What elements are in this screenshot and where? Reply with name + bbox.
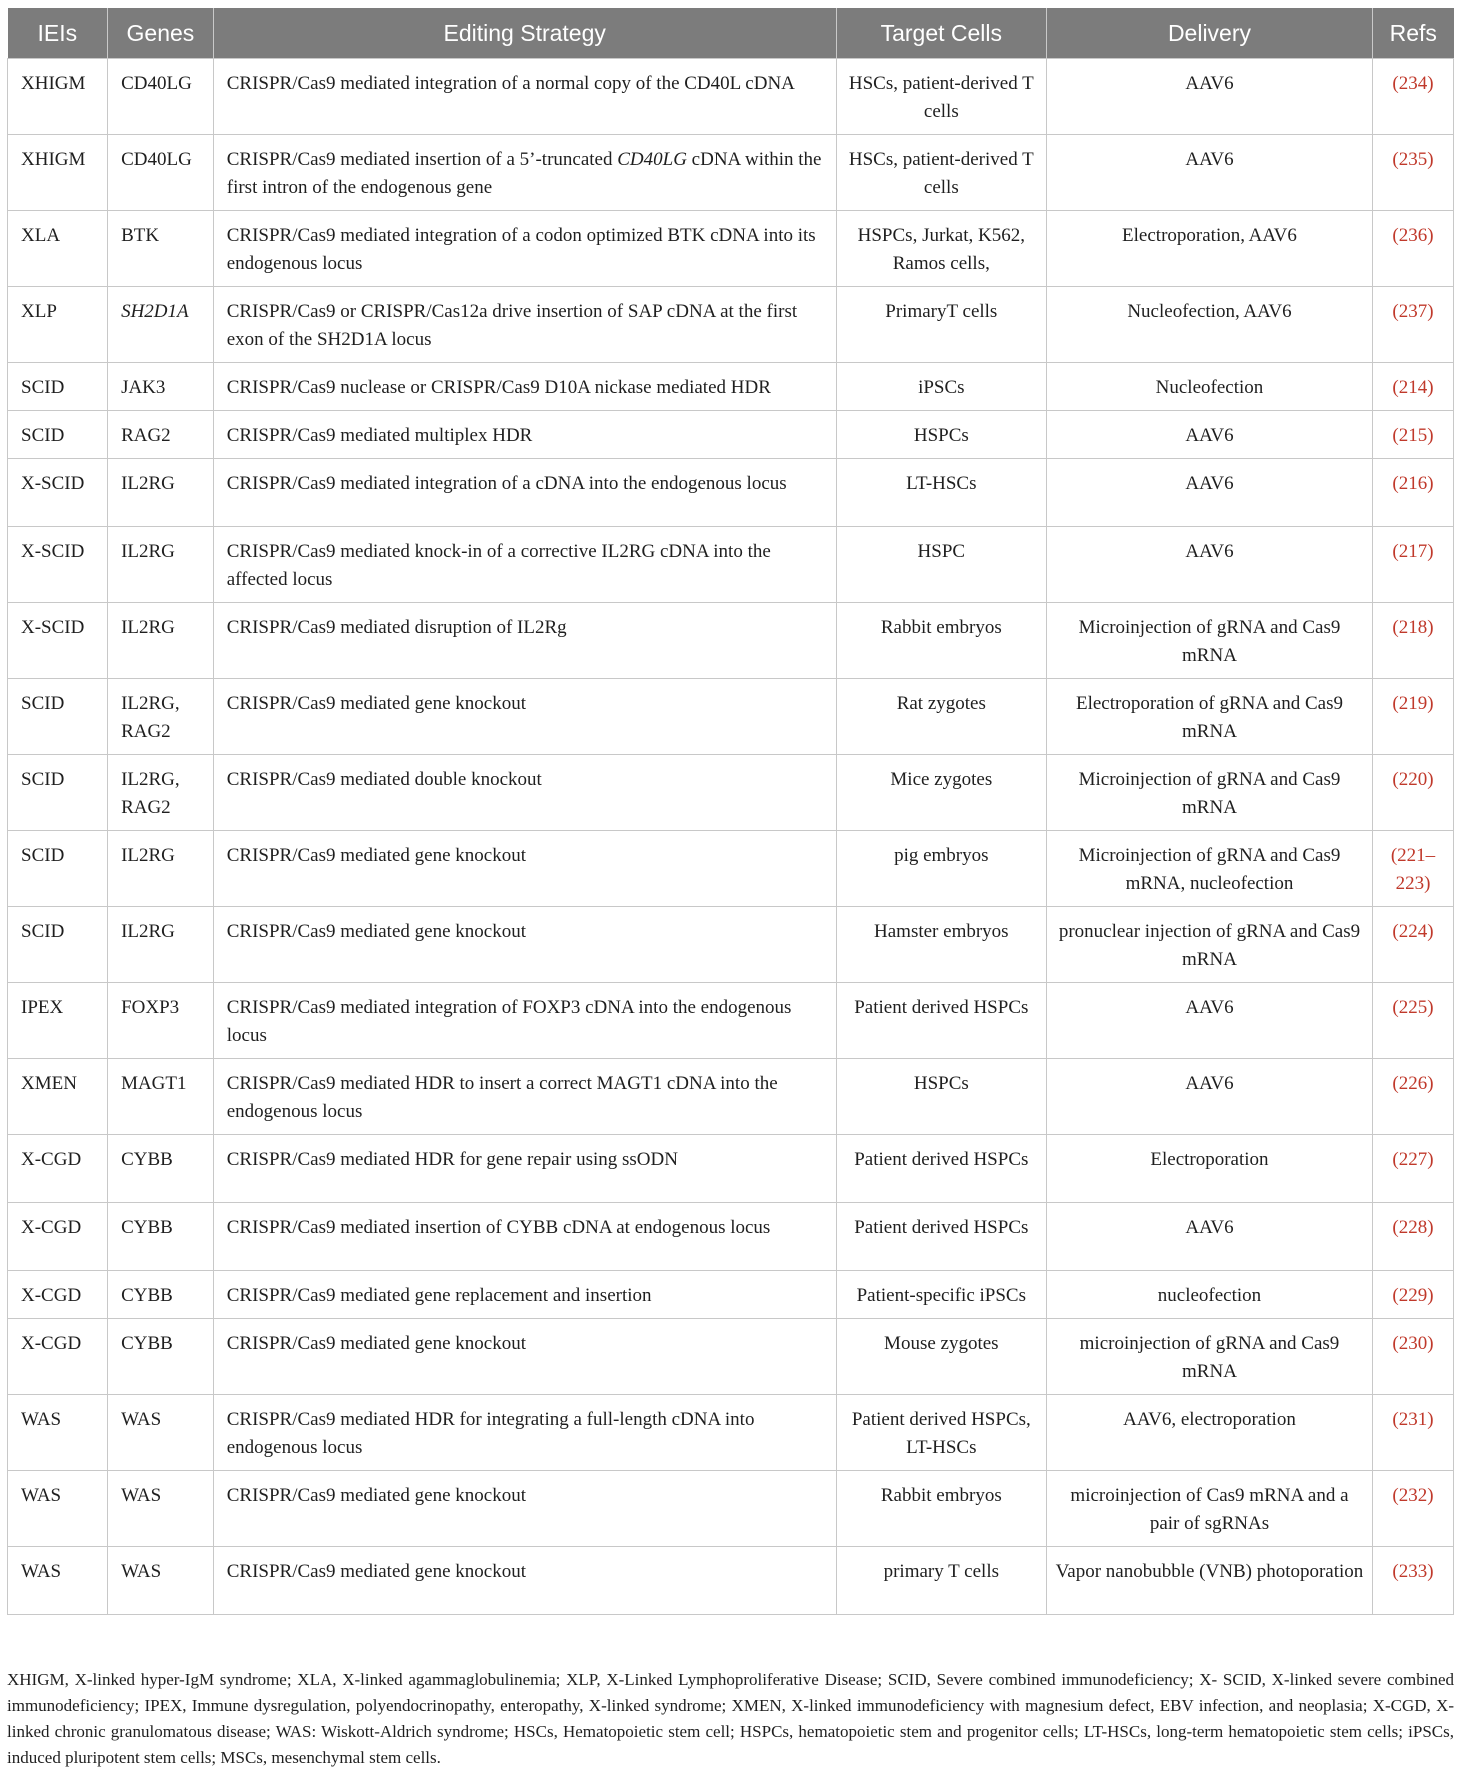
cell-editing-strategy: CRISPR/Cas9 mediated gene replacement and insertion [213,1271,836,1319]
cell-delivery: Microinjection of gRNA and Cas9 mRNA [1046,755,1372,831]
cell-delivery: AAV6 [1046,459,1372,527]
cell-delivery: AAV6 [1046,1059,1372,1135]
cell-delivery: AAV6 [1046,983,1372,1059]
cell-target-cells: Patient derived HSPCs [836,1203,1046,1271]
cell-ieis: X-SCID [8,603,108,679]
cell-genes: IL2RG [108,907,214,983]
cell-genes: WAS [108,1395,214,1471]
cell-ieis: X-SCID [8,527,108,603]
reference-link[interactable]: (216) [1373,459,1454,527]
table-row [8,1203,1454,1271]
cell-genes: WAS [108,1471,214,1547]
cell-delivery: AAV6, electroporation [1046,1395,1372,1471]
cell-ieis: XMEN [8,1059,108,1135]
cell-genes: IL2RG [108,527,214,603]
cell-editing-strategy: CRISPR/Cas9 mediated integration of a cDNA into the endogenous locus [213,459,836,527]
table-row [8,59,1454,135]
reference-link[interactable]: (234) [1373,59,1454,135]
cell-delivery: Nucleofection, AAV6 [1046,287,1372,363]
reference-link[interactable]: (228) [1373,1203,1454,1271]
cell-target-cells: Rabbit embryos [836,1471,1046,1547]
cell-editing-strategy: CRISPR/Cas9 nuclease or CRISPR/Cas9 D10A nickase mediated HDR [213,363,836,411]
cell-target-cells: iPSCs [836,363,1046,411]
reference-link[interactable]: (237) [1373,287,1454,363]
cell-delivery: AAV6 [1046,59,1372,135]
cell-target-cells: HSCs, patient-derived T cells [836,59,1046,135]
cell-delivery: AAV6 [1046,1203,1372,1271]
cell-editing-strategy: CRISPR/Cas9 mediated gene knockout [213,1471,836,1547]
cell-genes: CYBB [108,1135,214,1203]
cell-genes: SH2D1A [108,287,214,363]
cell-target-cells: HSPCs, Jurkat, K562, Ramos cells, [836,211,1046,287]
cell-editing-strategy: CRISPR/Cas9 or CRISPR/Cas12a drive insertion of SAP cDNA at the first exon of the SH2D1A locus [213,287,836,363]
cell-ieis: XLP [8,287,108,363]
reference-link[interactable]: (217) [1373,527,1454,603]
cell-editing-strategy: CRISPR/Cas9 mediated HDR for gene repair using ssODN [213,1135,836,1203]
cell-delivery: AAV6 [1046,411,1372,459]
cell-editing-strategy: CRISPR/Cas9 mediated integration of a codon optimized BTK cDNA into its endogenous locus [213,211,836,287]
table-row [8,527,1454,603]
reference-link[interactable]: (232) [1373,1471,1454,1547]
reference-link[interactable]: (220) [1373,755,1454,831]
cell-target-cells: Rabbit embryos [836,603,1046,679]
cell-editing-strategy: CRISPR/Cas9 mediated integration of FOXP3 cDNA into the endogenous locus [213,983,836,1059]
table-row [8,755,1454,831]
cell-delivery: Nucleofection [1046,363,1372,411]
cell-target-cells: HSPCs [836,1059,1046,1135]
cell-ieis: SCID [8,755,108,831]
cell-target-cells: PrimaryT cells [836,287,1046,363]
cell-ieis: WAS [8,1547,108,1615]
table-footnote: XHIGM, X-linked hyper-IgM syndrome; XLA, X-linked agammaglobulinemia; XLP, X-Linked Lymphoproliferative Disease; SCID, Severe combined immunodeficiency; X- SCID, X-linked severe combined immunodeficiency; IPEX, Immune dysregulation, polyendocrinopathy, enteropathy, X-linked syndrome; XMEN, X-linked immunodeficiency with magnesium defect, EBV infection, and neoplasia; X-CGD, X-linked chronic granulomatous disease; WAS: Wiskott-Aldrich syndrome; HSCs, Hematopoietic stem cell; HSPCs, hematopoietic stem and progenitor cells; LT-HSCs, long-term hematopoietic stem cells; iPSCs, induced pluripotent stem cells; MSCs, mesenchymal stem cells. [7,1670,1454,1767]
cell-delivery: nucleofection [1046,1271,1372,1319]
cell-editing-strategy: CRISPR/Cas9 mediated disruption of IL2Rg [213,603,836,679]
cell-ieis: XHIGM [8,59,108,135]
strategy-text: cDNA within the first intron of the endogenous gene [226,149,822,198]
strategy-text: CRISPR/Cas9 mediated insertion of a 5’-truncated [226,149,618,170]
table-row [8,287,1454,363]
table-header-row [8,8,1454,59]
table-row [8,411,1454,459]
table-row [8,1059,1454,1135]
cell-ieis: WAS [8,1395,108,1471]
reference-link[interactable]: (218) [1373,603,1454,679]
gene-name-italic: CD40LG [617,149,687,170]
cell-ieis: SCID [8,679,108,755]
reference-link[interactable]: (219) [1373,679,1454,755]
cell-target-cells: Patient-specific iPSCs [836,1271,1046,1319]
cell-editing-strategy: CRISPR/Cas9 mediated gene knockout [213,1547,836,1615]
cell-ieis: XLA [8,211,108,287]
reference-link[interactable]: (235) [1373,135,1454,211]
cell-editing-strategy: CRISPR/Cas9 mediated gene knockout [213,679,836,755]
header-delivery: Delivery [1046,8,1372,59]
cell-delivery: Microinjection of gRNA and Cas9 mRNA, nucleofection [1046,831,1372,907]
cell-genes: CYBB [108,1319,214,1395]
reference-link[interactable]: (231) [1373,1395,1454,1471]
table-row [8,211,1454,287]
reference-link[interactable]: (233) [1373,1547,1454,1615]
cell-ieis: WAS [8,1471,108,1547]
cell-genes: IL2RG [108,831,214,907]
table-row [8,679,1454,755]
cell-target-cells: Mouse zygotes [836,1319,1046,1395]
cell-delivery: pronuclear injection of gRNA and Cas9 mRNA [1046,907,1372,983]
cell-ieis: X-CGD [8,1203,108,1271]
editing-strategies-table [7,8,1454,1615]
reference-link[interactable]: (229) [1373,1271,1454,1319]
cell-ieis: IPEX [8,983,108,1059]
cell-editing-strategy: CRISPR/Cas9 mediated gene knockout [213,907,836,983]
reference-link[interactable]: (224) [1373,907,1454,983]
cell-delivery: Microinjection of gRNA and Cas9 mRNA [1046,603,1372,679]
table-row [8,983,1454,1059]
table-row [8,1547,1454,1615]
reference-link[interactable]: (221–223) [1373,831,1454,907]
table-body [8,59,1454,1615]
cell-editing-strategy [213,135,836,211]
table-row [8,1271,1454,1319]
cell-target-cells: Patient derived HSPCs, LT-HSCs [836,1395,1046,1471]
cell-ieis: SCID [8,831,108,907]
cell-genes: CYBB [108,1203,214,1271]
cell-delivery: Electroporation, AAV6 [1046,211,1372,287]
cell-genes: IL2RG [108,603,214,679]
cell-target-cells: LT-HSCs [836,459,1046,527]
table-row [8,363,1454,411]
cell-target-cells: Hamster embryos [836,907,1046,983]
cell-delivery: microinjection of gRNA and Cas9 mRNA [1046,1319,1372,1395]
table-row [8,603,1454,679]
cell-ieis: SCID [8,363,108,411]
cell-ieis: X-CGD [8,1319,108,1395]
cell-ieis: X-SCID [8,459,108,527]
table-row [8,831,1454,907]
cell-genes: MAGT1 [108,1059,214,1135]
cell-delivery: Electroporation of gRNA and Cas9 mRNA [1046,679,1372,755]
reference-link[interactable]: (227) [1373,1135,1454,1203]
cell-ieis: SCID [8,411,108,459]
cell-target-cells: primary T cells [836,1547,1046,1615]
cell-ieis: SCID [8,907,108,983]
cell-genes: CD40LG [108,59,214,135]
header-genes: Genes [108,8,214,59]
table-row [8,907,1454,983]
cell-genes: FOXP3 [108,983,214,1059]
cell-editing-strategy: CRISPR/Cas9 mediated gene knockout [213,1319,836,1395]
cell-ieis: XHIGM [8,135,108,211]
reference-link[interactable]: (236) [1373,211,1454,287]
cell-delivery: microinjection of Cas9 mRNA and a pair of sgRNAs [1046,1471,1372,1547]
cell-ieis: X-CGD [8,1271,108,1319]
reference-link[interactable]: (226) [1373,1059,1454,1135]
cell-delivery: Electroporation [1046,1135,1372,1203]
cell-target-cells: pig embryos [836,831,1046,907]
cell-genes: CD40LG [108,135,214,211]
header-refs: Refs [1373,8,1454,59]
table-row [8,459,1454,527]
cell-target-cells: HSCs, patient-derived T cells [836,135,1046,211]
cell-delivery: AAV6 [1046,135,1372,211]
cell-editing-strategy: CRISPR/Cas9 mediated HDR to insert a correct MAGT1 cDNA into the endogenous locus [213,1059,836,1135]
cell-target-cells: Patient derived HSPCs [836,1135,1046,1203]
header-ieis: IEIs [8,8,108,59]
reference-link[interactable]: (230) [1373,1319,1454,1395]
cell-editing-strategy: CRISPR/Cas9 mediated integration of a normal copy of the CD40L cDNA [213,59,836,135]
cell-genes: IL2RG, RAG2 [108,755,214,831]
cell-delivery: Vapor nanobubble (VNB) photoporation [1046,1547,1372,1615]
header-target-cells: Target Cells [836,8,1046,59]
table-row [8,1319,1454,1395]
cell-genes: CYBB [108,1271,214,1319]
cell-genes: RAG2 [108,411,214,459]
cell-editing-strategy: CRISPR/Cas9 mediated multiplex HDR [213,411,836,459]
table-row [8,1395,1454,1471]
cell-genes: WAS [108,1547,214,1615]
table-row [8,135,1454,211]
cell-genes: IL2RG [108,459,214,527]
cell-target-cells: HSPCs [836,411,1046,459]
cell-editing-strategy: CRISPR/Cas9 mediated HDR for integrating a full-length cDNA into endogenous locus [213,1395,836,1471]
cell-target-cells: Rat zygotes [836,679,1046,755]
cell-editing-strategy: CRISPR/Cas9 mediated knock-in of a corrective IL2RG cDNA into the affected locus [213,527,836,603]
cell-genes: BTK [108,211,214,287]
reference-link[interactable]: (215) [1373,411,1454,459]
table-row [8,1135,1454,1203]
reference-link[interactable]: (225) [1373,983,1454,1059]
cell-ieis: X-CGD [8,1135,108,1203]
cell-genes: JAK3 [108,363,214,411]
cell-genes: IL2RG, RAG2 [108,679,214,755]
cell-delivery: AAV6 [1046,527,1372,603]
cell-editing-strategy: CRISPR/Cas9 mediated insertion of CYBB cDNA at endogenous locus [213,1203,836,1271]
cell-editing-strategy: CRISPR/Cas9 mediated double knockout [213,755,836,831]
cell-target-cells: Patient derived HSPCs [836,983,1046,1059]
reference-link[interactable]: (214) [1373,363,1454,411]
cell-editing-strategy: CRISPR/Cas9 mediated gene knockout [213,831,836,907]
table-row [8,1471,1454,1547]
cell-target-cells: Mice zygotes [836,755,1046,831]
header-editing-strategy: Editing Strategy [213,8,836,59]
cell-target-cells: HSPC [836,527,1046,603]
